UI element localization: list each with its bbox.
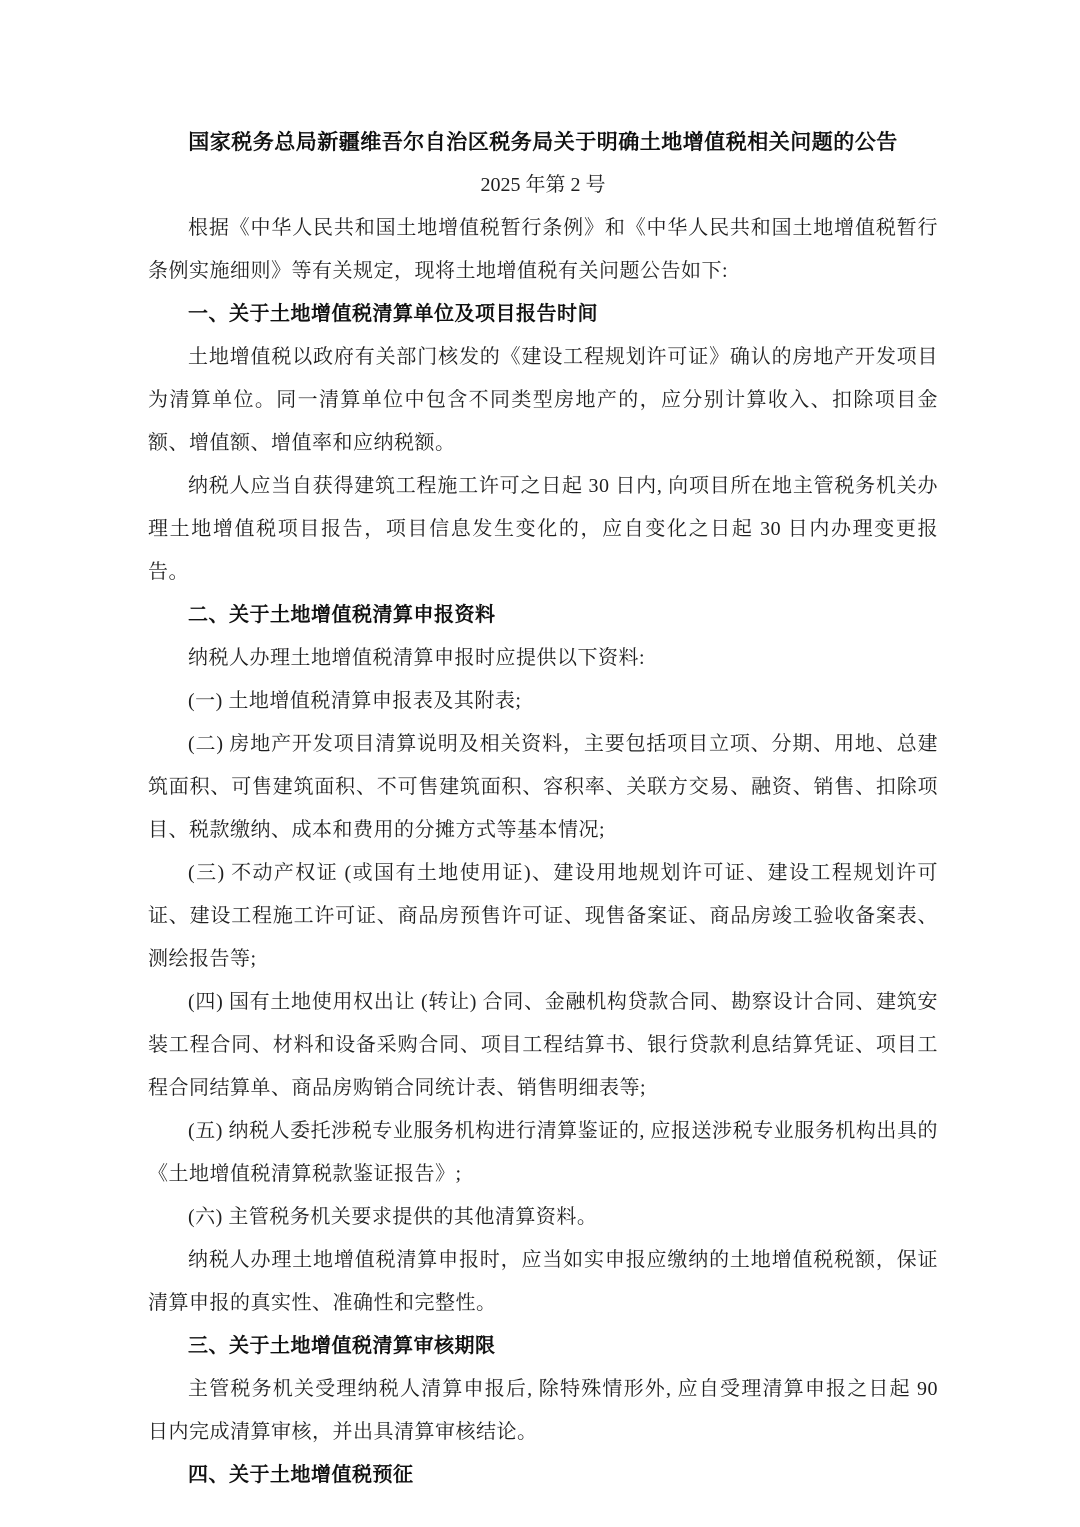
section-2-list-item-6: (六) 主管税务机关要求提供的其他清算资料。 (188, 1206, 598, 1228)
section-2-heading: 二、关于土地增值税清算申报资料 (188, 604, 496, 626)
section-2-list-item-4: (四) 国有土地使用权出让 (转让) 合同、金融机构贷款合同、勘察设计合同、建筑安装工程合同、材料和设备采购合同、项目工程结算书、银行贷款利息结算凭证、项目工程合同结算单、商品房购销合同统计表、销售明细表等; (148, 991, 938, 1099)
section-1-heading: 一、关于土地增值税清算单位及项目报告时间 (188, 303, 598, 325)
document-title: 国家税务总局新疆维吾尔自治区税务局关于明确土地增值税相关问题的公告 (188, 130, 898, 154)
section-2-list-item-1: (一) 土地增值税清算申报表及其附表; (188, 690, 522, 712)
section-3-paragraph-1: 主管税务机关受理纳税人清算申报后, 除特殊情形外, 应自受理清算申报之日起 90 日内完成清算审核，并出具清算审核结论。 (148, 1378, 938, 1443)
section-2-list-item-2: (二) 房地产开发项目清算说明及相关资料，主要包括项目立项、分期、用地、总建筑面积、可售建筑面积、不可售建筑面积、容积率、关联方交易、融资、销售、扣除项目、税款缴纳、成本和费用的分摊方式等基本情况; (148, 733, 938, 841)
section-1-paragraph-1: 土地增值税以政府有关部门核发的《建设工程规划许可证》确认的房地产开发项目为清算单位。同一清算单位中包含不同类型房地产的，应分别计算收入、扣除项目金额、增值额、增值率和应纳税额。 (148, 346, 938, 454)
intro-paragraph: 根据《中华人民共和国土地增值税暂行条例》和《中华人民共和国土地增值税暂行条例实施细则》等有关规定，现将土地增值税有关问题公告如下: (148, 217, 938, 282)
section-2-list-item-5: (五) 纳税人委托涉税专业服务机构进行清算鉴证的, 应报送涉税专业服务机构出具的《土地增值税清算税款鉴证报告》; (148, 1120, 938, 1185)
section-3-heading: 三、关于土地增值税清算审核期限 (188, 1335, 496, 1357)
section-1-paragraph-2: 纳税人应当自获得建筑工程施工许可之日起 30 日内, 向项目所在地主管税务机关办理土地增值税项目报告，项目信息发生变化的，应自变化之日起 30 日内办理变更报告。 (148, 475, 938, 583)
document-number: 2025 年第 2 号 (480, 174, 606, 196)
section-2-closing-paragraph: 纳税人办理土地增值税清算申报时，应当如实申报应缴纳的土地增值税税额，保证清算申报的真实性、准确性和完整性。 (148, 1249, 938, 1314)
section-4-heading: 四、关于土地增值税预征 (188, 1464, 414, 1486)
section-2-paragraph-1: 纳税人办理土地增值税清算申报时应提供以下资料: (188, 647, 646, 669)
section-2-list-item-3: (三) 不动产权证 (或国有土地使用证)、建设用地规划许可证、建设工程规划许可证、建设工程施工许可证、商品房预售许可证、现售备案证、商品房竣工验收备案表、测绘报告等; (148, 862, 938, 970)
